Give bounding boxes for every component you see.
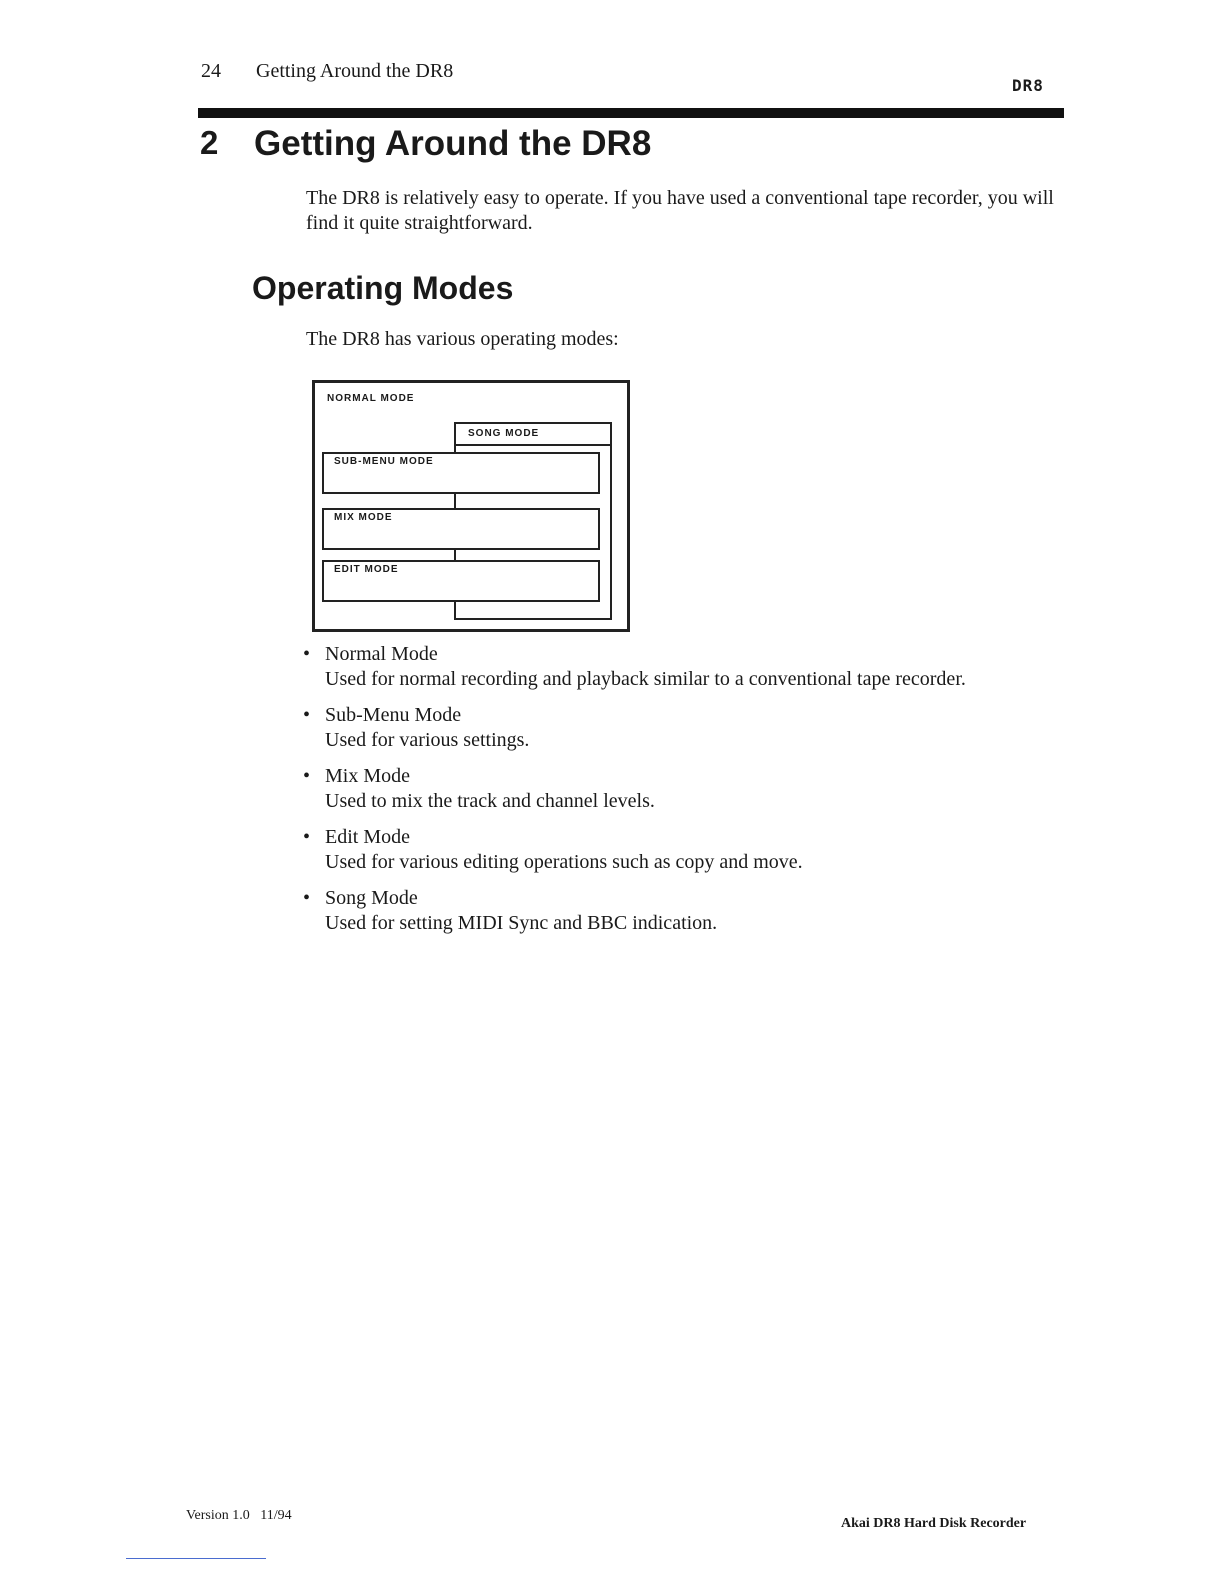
mode-description: Used for setting MIDI Sync and BBC indication. (325, 912, 718, 934)
submenu-mode-box (322, 452, 600, 494)
chapter-title: Getting Around the DR8 (254, 124, 652, 163)
footer-product: Akai DR8 Hard Disk Recorder (841, 1516, 1027, 1531)
submenu-mode-label: SUB-MENU MODE (334, 456, 434, 467)
mode-name: Edit Mode (325, 826, 410, 848)
list-item (300, 642, 1060, 692)
list-item (300, 825, 1060, 875)
chapter-number: 2 (200, 124, 219, 161)
bullet-icon: • (303, 826, 311, 848)
modes-list (300, 642, 1060, 947)
page-number: 24 (201, 60, 221, 82)
footer-version: Version 1.0 11/94 (186, 1508, 292, 1523)
bullet-icon: • (303, 887, 311, 909)
song-mode-divider (454, 444, 612, 446)
modes-diagram (312, 380, 630, 632)
chapter-intro: The DR8 is relatively easy to operate. If you have used a conventional tape recorder, you will find it quite straightforward. (306, 187, 1054, 234)
dr8-logo: DR8 (1012, 76, 1044, 95)
mode-description: Used for various settings. (325, 729, 530, 751)
mode-name: Sub-Menu Mode (325, 704, 462, 726)
list-item (300, 764, 1060, 814)
section-intro: The DR8 has various operating modes: (306, 328, 619, 350)
mode-description: Used for normal recording and playback similar to a conventional tape recorder. (325, 668, 966, 690)
mode-description: Used for various editing operations such as copy and move. (325, 851, 803, 873)
mode-description: Used to mix the track and channel levels. (325, 790, 655, 812)
edit-mode-label: EDIT MODE (334, 564, 399, 575)
bullet-icon: • (303, 643, 311, 665)
normal-mode-label: NORMAL MODE (327, 393, 415, 404)
mode-name: Normal Mode (325, 643, 438, 665)
list-item (300, 703, 1060, 753)
bullet-icon: • (303, 704, 311, 726)
running-title: Getting Around the DR8 (256, 60, 454, 82)
section-title: Operating Modes (252, 270, 514, 306)
list-item (300, 886, 1060, 936)
mode-name: Mix Mode (325, 765, 410, 787)
mix-mode-box (322, 508, 600, 550)
mix-mode-label: MIX MODE (334, 512, 393, 523)
mode-name: Song Mode (325, 887, 418, 909)
bullet-icon: • (303, 765, 311, 787)
footer-link-underline (126, 1558, 266, 1559)
edit-mode-box (322, 560, 600, 602)
header-rule (198, 108, 1064, 118)
song-mode-label: SONG MODE (468, 428, 540, 439)
